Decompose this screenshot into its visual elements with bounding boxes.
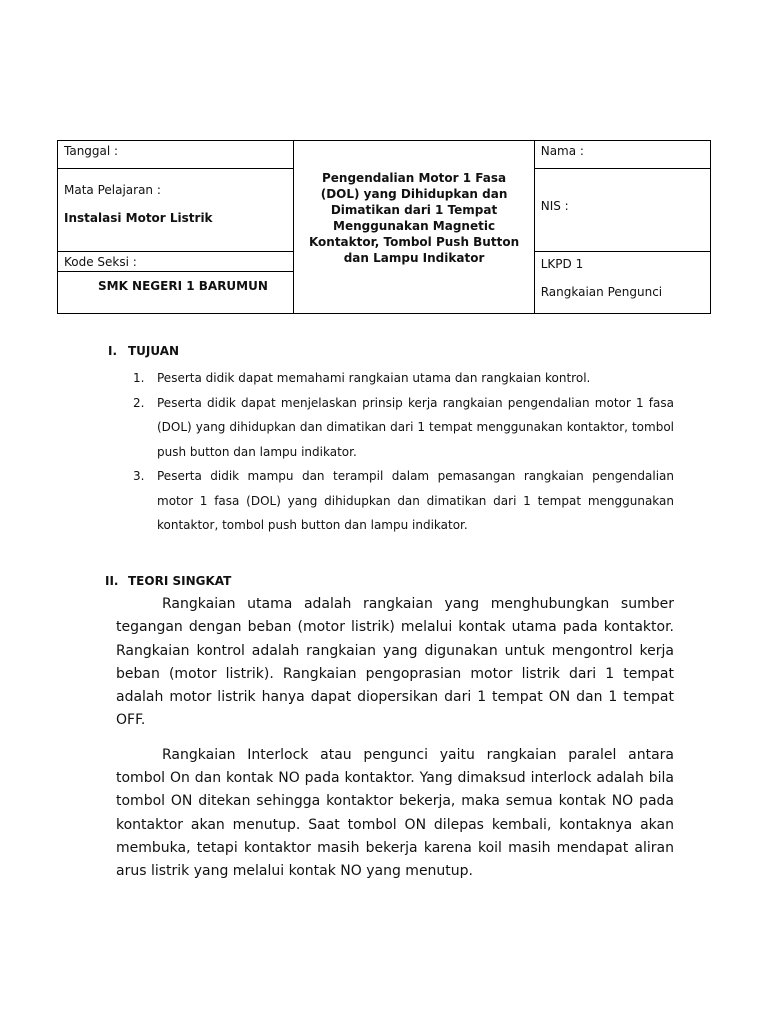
mata-pelajaran-cell xyxy=(58,169,294,252)
nis-cell xyxy=(534,169,710,252)
title-cell xyxy=(294,141,534,314)
teori-paragraph-1: Rangkaian utama adalah rangkaian yang menghubungkan sumber tegangan dengan beban (motor listrik) melalui kontak utama pada kontaktor. Rangkaian kontrol adalah rangkaian yang digunakan untuk mengontrol kerja beban (motor listrik). Rangkaian pengoprasian motor listrik dari 1 tempat adalah motor listrik hanya dapat diopersikan dari 1 tempat ON dan 1 tempat OFF. xyxy=(116,596,674,729)
section-teori-heading xyxy=(105,573,231,589)
teori-body xyxy=(116,593,674,895)
section-tujuan-heading xyxy=(108,343,179,359)
list-item xyxy=(133,366,674,391)
section-tujuan-title: TUJUAN xyxy=(128,344,180,358)
mata-pelajaran-label: Mata Pelajaran : xyxy=(64,183,161,197)
kode-seksi-label: Kode Seksi : xyxy=(64,255,137,269)
teori-paragraph-2: Rangkaian Interlock atau pengunci yaitu rangkaian paralel antara tombol On dan kontak NO pada kontaktor. Yang dimaksud interlock adalah bila tombol ON ditekan sehingga kontaktor bekerja, maka semua kontak NO pada kontaktor akan menutup. Saat tombol ON dilepas kembali, kontaknya akan membuka, tetapi kontaktor masih bekerja karena koil masih mendapat aliran arus listrik yang melalui kontak NO yang menutup. xyxy=(116,746,674,880)
section-teori-title: TEORI SINGKAT xyxy=(128,574,232,588)
section-teori-number: II. xyxy=(105,574,119,588)
list-item-number: 1. xyxy=(133,371,145,385)
lkpd-title: Rangkaian Pengunci xyxy=(540,285,663,299)
header-table xyxy=(57,140,711,314)
kode-seksi-cell xyxy=(58,252,294,272)
nama-cell xyxy=(534,141,710,169)
document-title: Pengendalian Motor 1 Fasa (DOL) yang Dihidupkan dan Dimatikan dari 1 Tempat Menggunakan Magnetic Kontaktor, Tombol Push Button dan Lampu Indikator xyxy=(308,171,520,265)
list-item-number: 3. xyxy=(133,469,145,483)
tujuan-list xyxy=(133,366,674,538)
nama-label: Nama : xyxy=(540,144,584,158)
list-item-text: Peserta didik dapat menjelaskan prinsip kerja rangkaian pengendalian motor 1 fasa (DOL) yang dihidupkan dan dimatikan dari 1 tempat menggunakan kontaktor, tombol push button dan lampu indikator. xyxy=(157,395,674,459)
list-item-number: 2. xyxy=(133,395,145,410)
list-item-text: Peserta didik dapat memahami rangkaian utama dan rangkaian kontrol. xyxy=(157,371,591,385)
tanggal-label: Tanggal : xyxy=(64,144,119,158)
list-item xyxy=(133,464,674,538)
school-cell xyxy=(58,272,294,314)
nis-label: NIS : xyxy=(540,199,569,213)
list-item-text: Peserta didik mampu dan terampil dalam pemasangan rangkaian pengendalian motor 1 fasa (DOL) yang dihidupkan dan dimatikan dari 1 tempat menggunakan kontaktor, tombol push button dan lampu indikator. xyxy=(157,469,674,532)
section-tujuan-number: I. xyxy=(108,344,118,358)
tanggal-cell xyxy=(58,141,294,169)
lkpd-cell xyxy=(534,252,710,314)
list-item xyxy=(133,391,674,465)
school-name: SMK NEGERI 1 BARUMUN xyxy=(98,279,268,293)
mata-pelajaran-value: Instalasi Motor Listrik xyxy=(64,211,213,225)
lkpd-label: LKPD 1 xyxy=(540,257,584,271)
